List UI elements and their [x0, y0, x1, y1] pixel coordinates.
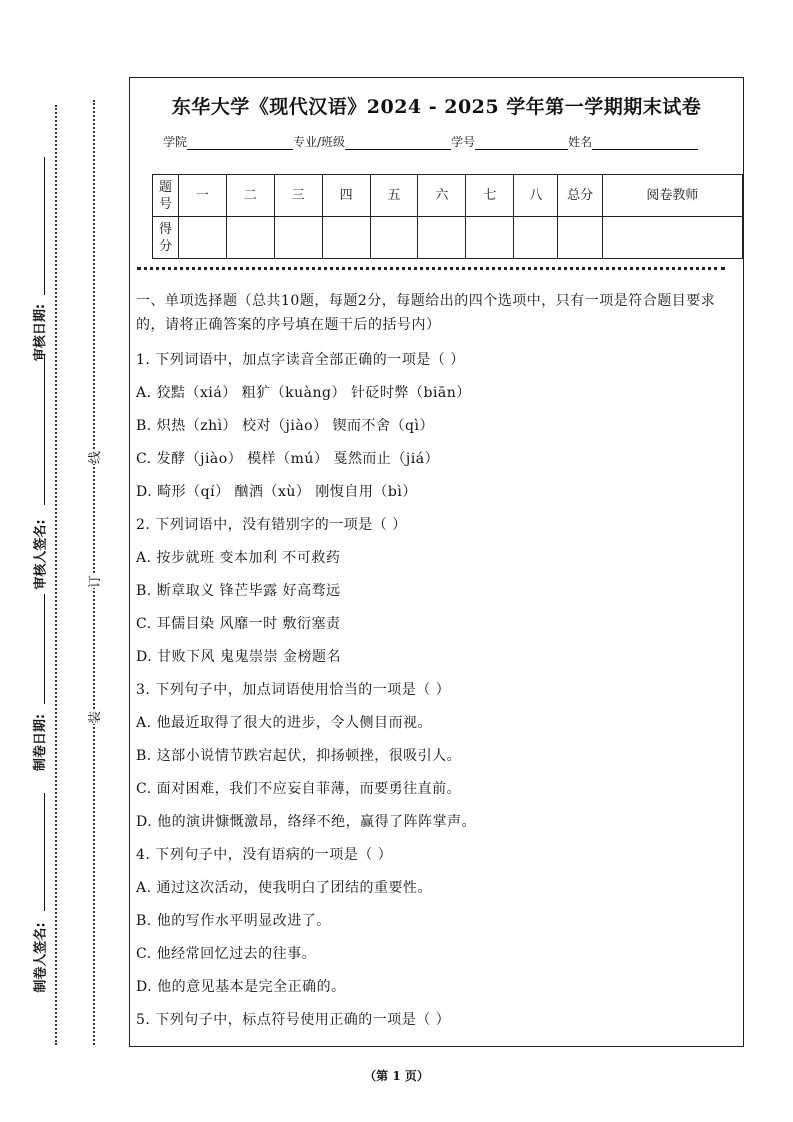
score-header-cell: 四: [322, 175, 370, 217]
name-blank[interactable]: [592, 136, 698, 150]
score-cell[interactable]: [466, 217, 514, 259]
option-line: C. 面对困难，我们不应妄自菲薄，而要勇往直前。: [136, 781, 462, 797]
question-section: [136, 289, 736, 1037]
option-line: A. 他最近取得了很大的进步，令人侧目而视。: [136, 715, 433, 731]
major-class-label: 专业/班级: [293, 135, 346, 149]
student-id-label: 学号: [451, 135, 476, 149]
score-cell[interactable]: [602, 217, 742, 259]
major-class-blank[interactable]: [345, 136, 451, 150]
score-header-cell: 题号: [153, 175, 179, 217]
score-cell[interactable]: [226, 217, 274, 259]
reviewer-signature-line: [44, 355, 45, 505]
option-line: C. 耳儒目染 风靡一时 敷衍塞责: [136, 616, 341, 632]
option-line: D. 他的演讲慷慨激昂，络绎不绝，赢得了阵阵掌声。: [136, 814, 477, 830]
option-line: B. 断章取义 锋芒毕露 好高骛远: [136, 583, 341, 599]
student-info-row: [163, 133, 698, 150]
college-label: 学院: [163, 135, 188, 149]
option-line: C. 他经常回忆过去的往事。: [136, 946, 317, 962]
score-header-cell: 三: [274, 175, 322, 217]
question-stem: 1. 下列词语中，加点字读音全部正确的一项是（ ）: [136, 352, 465, 368]
section-intro: 一、单项选择题（总共10题，每题2分，每题给出的四个选项中，只有一项是符合题目要求的，请将正确答案的序号填在题干后的括号内）: [136, 293, 716, 333]
option-line: B. 这部小说情节跌宕起伏，抑扬顿挫，很吸引人。: [136, 748, 462, 764]
review-date-line: [44, 157, 45, 295]
question-stem: 4. 下列句子中，没有语病的一项是（ ）: [136, 847, 393, 863]
section-separator: [137, 267, 725, 270]
exam-maker-signature-line: [44, 793, 45, 911]
score-header-cell: 五: [370, 175, 418, 217]
score-cell[interactable]: [322, 217, 370, 259]
score-header-cell: 总分: [558, 175, 602, 217]
exam-date-line: [44, 594, 45, 704]
name-label: 姓名: [568, 135, 593, 149]
score-cell[interactable]: [178, 217, 226, 259]
score-cell[interactable]: [558, 217, 602, 259]
score-row-label: 得分: [153, 217, 179, 259]
question-stem: 5. 下列句子中，标点符号使用正确的一项是（ ）: [136, 1012, 451, 1028]
option-line: A. 按步就班 变本加利 不可救药: [136, 550, 341, 566]
exam-maker-signature-label: 制卷人签名:: [33, 922, 49, 993]
option-line: C. 发酵（jiào） 模样（mú） 戛然而止（jiá）: [136, 451, 440, 467]
binding-dotted-line-outer: [55, 105, 57, 1045]
option-line: A. 通过这次活动，使我明白了团结的重要性。: [136, 880, 433, 896]
question-stem: 2. 下列词语中，没有错别字的一项是（ ）: [136, 517, 407, 533]
exam-title: 东华大学《现代汉语》2024 - 2025 学年第一学期期末试卷: [171, 96, 702, 118]
binding-char-fold: 装: [84, 711, 103, 724]
score-cell[interactable]: [418, 217, 466, 259]
binding-char-bind: 订: [84, 575, 103, 588]
exam-paper-frame: [129, 77, 744, 1047]
score-header-cell: 阅卷教师: [602, 175, 742, 217]
option-line: D. 畸形（qí） 酗酒（xù） 刚愎自用（bì）: [136, 484, 417, 500]
score-header-cell: 八: [514, 175, 558, 217]
exam-date-label: 制卷日期:: [33, 713, 49, 772]
option-line: A. 狡黠（xiá） 粗犷（kuàng） 针砭时弊（biān）: [136, 385, 471, 401]
score-header-cell: 二: [226, 175, 274, 217]
score-header-cell: 六: [418, 175, 466, 217]
binding-char-line: 线: [84, 451, 103, 464]
college-blank[interactable]: [187, 136, 293, 150]
student-id-blank[interactable]: [475, 136, 568, 150]
binding-dotted-line-inner: [93, 100, 95, 1045]
question-stem: 3. 下列句子中，加点词语使用恰当的一项是（ ）: [136, 682, 451, 698]
reviewer-signature-label: 审核人签名:: [33, 519, 49, 590]
option-line: B. 炽热（zhì） 校对（jiào） 锲而不舍（qì）: [136, 418, 434, 434]
option-line: B. 他的写作水平明显改进了。: [136, 913, 331, 929]
score-cell[interactable]: [274, 217, 322, 259]
score-header-cell: 一: [178, 175, 226, 217]
score-cell[interactable]: [370, 217, 418, 259]
option-line: D. 他的意见基本是完全正确的。: [136, 979, 346, 995]
score-table: [152, 174, 743, 259]
score-cell[interactable]: [514, 217, 558, 259]
review-date-label: 审核日期:: [33, 303, 49, 362]
page-number: （第 1 页）: [364, 1069, 429, 1083]
option-line: D. 甘败下风 鬼鬼崇崇 金榜题名: [136, 649, 342, 665]
score-header-cell: 七: [466, 175, 514, 217]
